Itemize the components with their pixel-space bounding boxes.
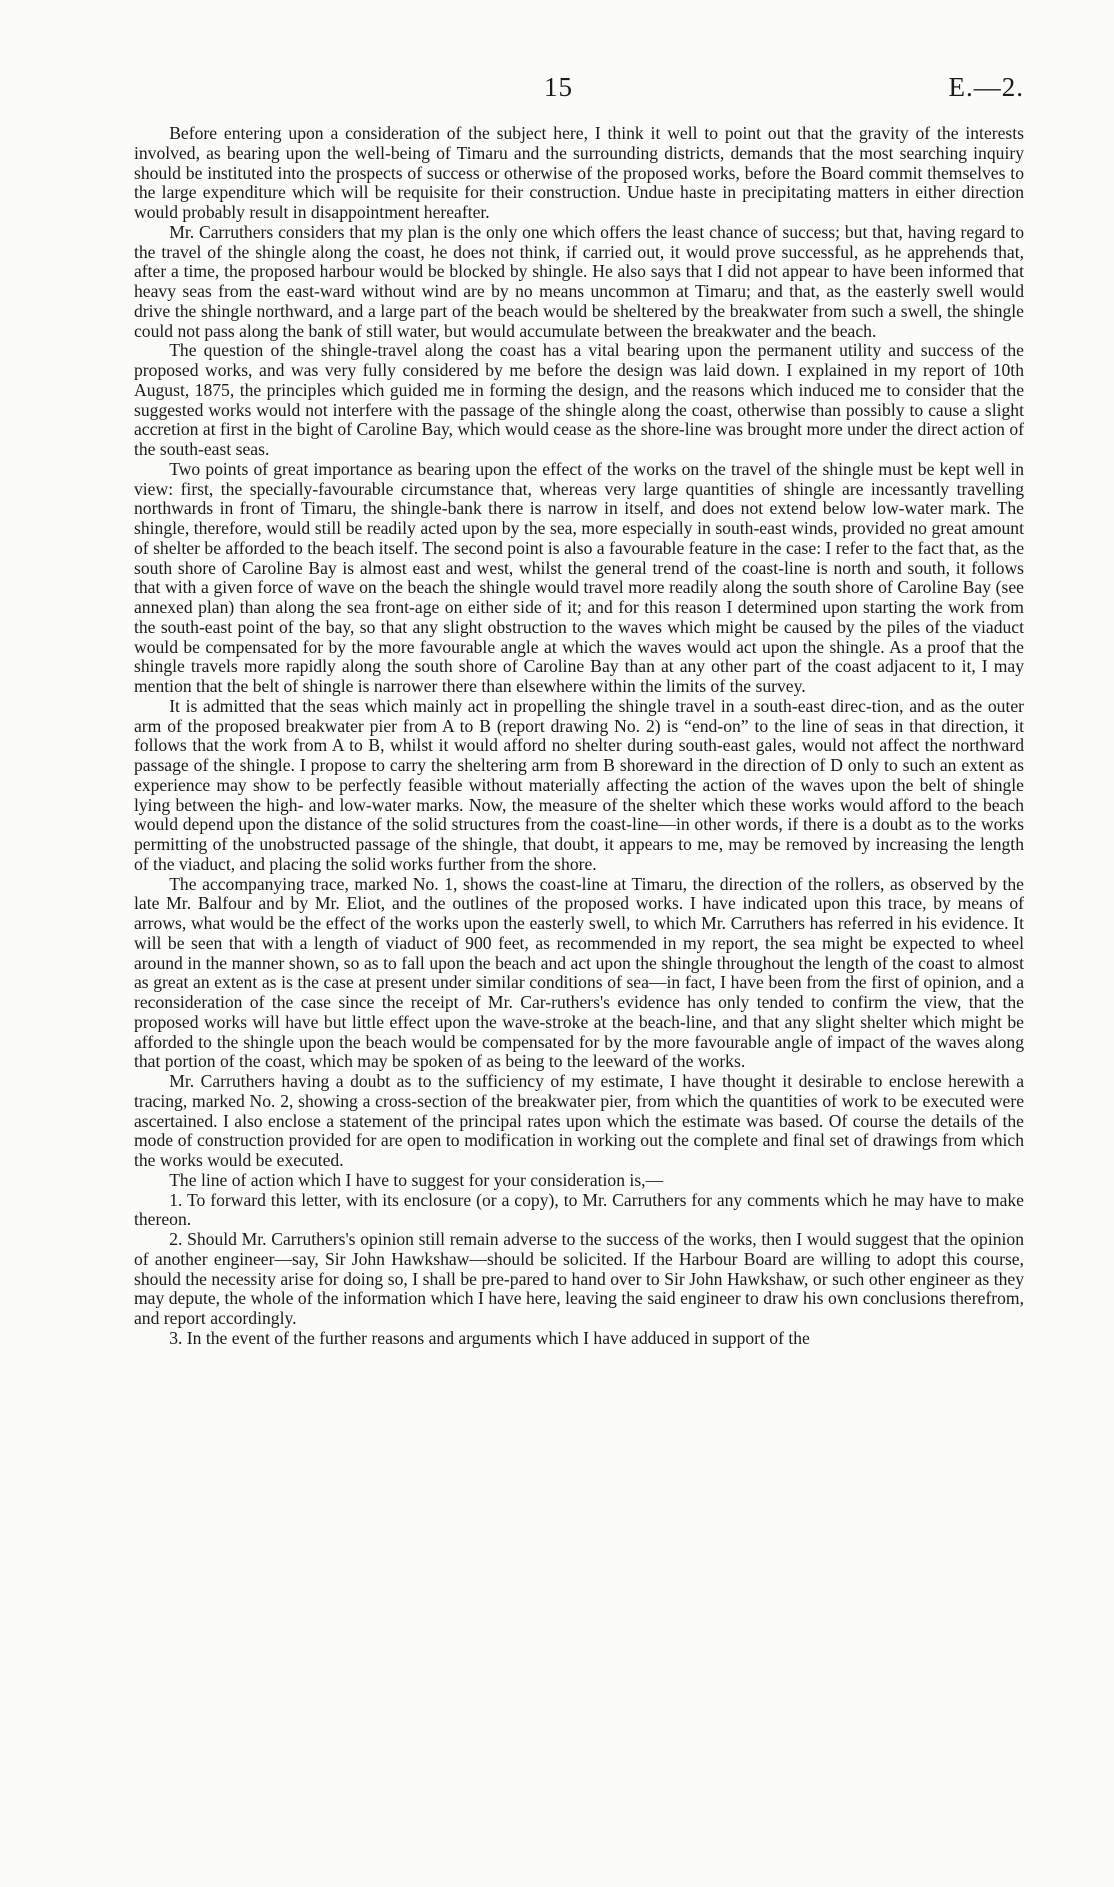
page-number: 15 (544, 72, 573, 102)
page-header (134, 72, 1024, 112)
paragraph: Mr. Carruthers considers that my plan is the only one which offers the least chance of success; but that, having regard to the travel of the shingle along the coast, he does not think, if carried out, it would prove successful, as he apprehends that, after a time, the proposed harbour would be blocked by shingle. He also says that I did not appear to have been informed that heavy seas from the east-ward without wind are by no means uncommon at Timaru; and that, as the easterly swell would drive the shingle northward, and a large part of the beach would be sheltered by the breakwater from such a swell, the shingle could not pass along the bank of still water, but would accumulate between the breakwater and the beach. (134, 221, 1024, 341)
paragraph: It is admitted that the seas which mainly act in propelling the shingle travel in a south-east direc-tion, and as the outer arm of the proposed breakwater pier from A to B (report drawing No. 2) is “end-on” to the line of seas in that direction, it follows that the work from A to B, whilst it would afford no shelter during south-east gales, would not affect the northward passage of the shingle. I propose to carry the sheltering arm from B shoreward in the direction of D only to such an extent as experience may show to be perfectly feasible without materially affecting the action of the waves upon the belt of shingle lying between the high- and low-water marks. Now, the measure of the shelter which these works would afford to the beach would depend upon the distance of the solid structures from the coast-line—in other words, if there is a doubt as to the works permitting of the unobstructed passage of the shingle, that doubt, it appears to me, may be removed by increasing the length of the viaduct, and placing the solid works further from the shore. (134, 695, 1024, 874)
paragraph: Two points of great importance as bearing upon the effect of the works on the travel of the shingle must be kept well in view: first, the specially-favourable circumstance that, whereas very large quantities of shingle are incessantly travelling northwards in front of Timaru, the shingle-bank there is narrow in itself, and does not extend below low-water mark. The shingle, therefore, would still be readily acted upon by the sea, more especially in south-east winds, provided no great amount of shelter be afforded to the beach itself. The second point is also a favourable feature in the case: I refer to the fact that, as the south shore of Caroline Bay is almost east and west, whilst the general trend of the coast-line is north and south, it follows that with a given force of wave on the beach the shingle would travel more readily along the south shore of Caroline Bay (see annexed plan) than along the sea front-age on either side of it; and for this reason I determined upon starting the work from the south-east point of the bay, so that any slight obstruction to the waves which might be caused by the piles of the viaduct would be compensated for by the more favourable angle at which the waves would act upon the shingle. As a proof that the shingle travels more rapidly along the south shore of Caroline Bay than at any other part of the coast adjacent to it, I may mention that the belt of shingle is narrower there than elsewhere within the limits of the survey. (134, 458, 1024, 696)
body-text (134, 124, 1024, 1349)
paragraph: The question of the shingle-travel along the coast has a vital bearing upon the permanent utility and success of the proposed works, and was very fully considered by me before the design was laid down. I explained in my report of 10th August, 1875, the principles which guided me in forming the design, and the reasons which induced me to consider that the suggested works would not interfere with the passage of the shingle along the coast, otherwise than possibly to cause a slight accretion at first in the bight of Caroline Bay, which would cease as the shore-line was brought more under the direct action of the south-east seas. (134, 340, 1024, 459)
numbered-paragraph-3: 3. In the event of the further reasons and arguments which I have adduced in support of the (169, 1327, 810, 1348)
paragraph: The accompanying trace, marked No. 1, shows the coast-line at Timaru, the direction of the rollers, as observed by the late Mr. Balfour and by Mr. Eliot, and the outlines of the proposed works. I have indicated upon this trace, by means of arrows, what would be the effect of the works upon the easterly swell, to which Mr. Carruthers has referred in his evidence. It will be seen that with a length of viaduct of 900 feet, as recommended in my report, the sea might be expected to wheel around in the manner shown, so as to fall upon the beach and act upon the shingle throughout the length of the coast to almost as great an extent as is the case at present under similar conditions of sea—in fact, I have been from the first of opinion, and a reconsideration of the case since the receipt of Mr. Car-ruthers's evidence has only tended to confirm the view, that the proposed works will have but little effect upon the wave-stroke at the beach-line, and that any slight shelter which might be afforded to the shingle upon the beach would be compensated for by the more favourable angle of impact of the waves along that portion of the coast, which may be spoken of as being to the leeward of the works. (134, 873, 1024, 1072)
paragraph: Before entering upon a consideration of the subject here, I think it well to point out that the gravity of the interests involved, as bearing upon the well-being of Timaru and the surrounding districts, demands that the most searching inquiry should be instituted into the prospects of success or otherwise of the proposed works, before the Board commit themselves to the large expenditure which will be requisite for their construction. Undue haste in precipitating matters in either direction would probably result in disappointment hereafter. (134, 123, 1024, 222)
numbered-paragraph-1: 1. To forward this letter, with its enclosure (or a copy), to Mr. Carruthers for any comments which he may have to make thereon. (134, 1189, 1024, 1230)
paragraph: The line of action which I have to suggest for your consideration is,— (169, 1169, 664, 1190)
paragraph: Mr. Carruthers having a doubt as to the sufficiency of my estimate, I have thought it desirable to enclose herewith a tracing, marked No. 2, showing a cross-section of the breakwater pier, from which the quantities of work to be executed were ascertained. I also enclose a statement of the principal rates upon which the estimate was based. Of course the details of the mode of construction provided for are open to modification in working out the complete and final set of drawings from which the works would be executed. (134, 1071, 1024, 1170)
document-reference: E.—2. (948, 72, 1024, 102)
numbered-paragraph-2: 2. Should Mr. Carruthers's opinion still remain adverse to the success of the works, then I would suggest that the opinion of another engineer—say, Sir John Hawkshaw—should be solicited. If the Harbour Board are willing to adopt this course, should the necessity arise for doing so, I shall be pre-pared to hand over to Sir John Hawkshaw, or such other engineer as they may depute, the whole of the information which I have here, leaving the said engineer to draw his own conclusions therefrom, and report accordingly. (134, 1229, 1024, 1328)
